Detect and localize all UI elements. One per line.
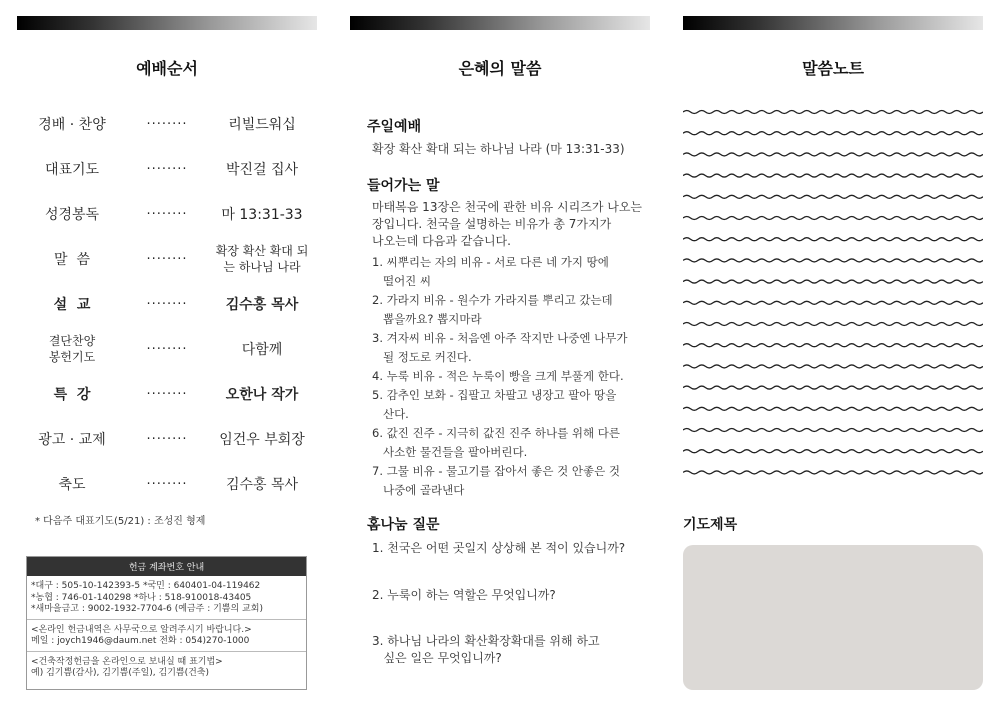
worship-item: 성경봉독	[44, 207, 100, 223]
sermon-title-text: 확장 확산 확대 되는 하나님 나라 (마 13:31-33)	[372, 142, 625, 156]
parable-list	[372, 253, 642, 500]
worship-row	[17, 239, 307, 279]
worship-leader: 임건우 부회장	[219, 432, 305, 448]
parable-line: 3. 겨자씨 비유 - 처음엔 아주 작지만 나중엔 나무가	[372, 331, 628, 345]
parable-line: 7. 그물 비유 - 물고기를 잡아서 좋은 것 안좋은 것	[372, 464, 620, 478]
intro-line: 마태복음 13장은 천국에 관한 비유 시리즈가 나오는	[372, 200, 642, 214]
wavy-line	[683, 407, 983, 410]
parable-line: 떨어진 씨	[372, 274, 432, 288]
wavy-line	[683, 174, 983, 177]
leader-dots: ········	[146, 476, 188, 492]
bank-account-line: *농협 : 746-01-140298 *하나 : 518-910018-43405	[31, 592, 252, 603]
worship-order-title: 예배순서	[136, 59, 198, 78]
gradient-header-bar	[17, 16, 317, 30]
leader-dots: ········	[146, 431, 188, 447]
parable-line: 산다.	[372, 407, 409, 421]
wavy-line	[683, 195, 983, 198]
wavy-line	[683, 132, 983, 135]
building-offering-example: 예) 김기쁨(감사), 김기쁨(주일), 김기쁨(건축)	[31, 668, 209, 678]
wavy-line	[683, 280, 983, 283]
leader-dots: ········	[146, 296, 188, 312]
prayer-requests-box[interactable]	[683, 545, 983, 690]
leader-dots: ········	[146, 251, 188, 267]
question-item: 싶은 일은 무엇입니까?	[372, 651, 502, 665]
wavy-line	[683, 259, 983, 262]
worship-item: 축도	[58, 477, 86, 493]
sermon-notes-title: 말씀노트	[802, 59, 864, 78]
worship-item: 결단찬양 봉헌기도	[48, 334, 96, 364]
parable-line: 4. 누룩 비유 - 적은 누룩이 빵을 크게 부풀게 한다.	[372, 369, 624, 383]
leader-dots: ········	[146, 341, 188, 357]
parable-line: 5. 감추인 보화 - 집팔고 차팔고 냉장고 팔아 땅을	[372, 388, 617, 402]
worship-row	[17, 419, 307, 459]
bank-account-line: *새마을금고 : 9002-1932-7704-6 (예금주 : 기쁨의 교회)	[31, 604, 263, 614]
online-offering-line: <온라인 헌금내역은 사무국으로 알려주시기 바랍니다.>	[31, 624, 252, 635]
sermon-section-title: 은혜의 말씀	[458, 59, 542, 78]
wavy-line	[683, 450, 983, 453]
worship-row	[17, 104, 307, 144]
leader-dots: ········	[146, 386, 188, 402]
worship-item: 특 강	[53, 387, 91, 403]
offering-account-header: 헌금 계좌번호 안내	[27, 557, 306, 576]
wavy-line	[683, 111, 983, 114]
leader-dots: ········	[146, 161, 188, 177]
prayer-requests-title: 기도제목	[683, 517, 738, 533]
leader-dots: ········	[146, 206, 188, 222]
worship-leader: 리빌드워십	[228, 117, 296, 133]
bank-account-list	[27, 576, 306, 619]
bank-account-line: *대구 : 505-10-142393-5 *국민 : 640401-04-119462	[31, 581, 261, 591]
wavy-line	[683, 429, 983, 432]
worship-leader: 마 13:31-33	[221, 207, 303, 223]
worship-row	[17, 329, 307, 369]
worship-item: 대표기도	[44, 162, 100, 178]
worship-row	[17, 374, 307, 414]
parable-line: 6. 값진 진주 - 지극히 값진 진주 하나를 위해 다른	[372, 426, 620, 440]
worship-item: 경배 · 찬양	[38, 117, 106, 133]
wavy-line	[683, 301, 983, 304]
worship-item: 광고 · 교제	[38, 432, 106, 448]
offering-account-box	[26, 556, 307, 690]
wavy-line	[683, 344, 983, 347]
parable-line: 나중에 골라낸다	[372, 483, 465, 497]
worship-row	[17, 194, 307, 234]
worship-item: 말 씀	[54, 252, 90, 268]
sermon-column	[350, 0, 650, 707]
note-wavy-lines	[683, 104, 983, 484]
question-item: 1. 천국은 어떤 곳일지 상상해 본 적이 있습니까?	[372, 541, 626, 555]
wavy-line	[683, 323, 983, 326]
gradient-header-bar	[350, 16, 650, 30]
parable-line: 2. 가라지 비유 - 원수가 가라지를 뿌리고 갔는데	[372, 293, 613, 307]
parable-line: 뽑을까요? 뽑지마라	[372, 312, 482, 326]
parable-line: 1. 씨뿌리는 자의 비유 - 서로 다른 네 가지 땅에	[372, 255, 609, 269]
sermon-title: 확장 확산 확대 되는 하나님 나라	[215, 244, 309, 274]
intro-paragraph	[372, 199, 642, 250]
sermon-notes-column	[683, 0, 983, 707]
wavy-line	[683, 365, 983, 368]
worship-leader: 박진걸 집사	[225, 162, 299, 178]
contact-line: 메일 : joych1946@daum.net 전화 : 054)270-1000	[31, 636, 250, 646]
question-item: 2. 누룩이 하는 역할은 무엇입니까?	[372, 588, 556, 602]
wavy-line	[683, 238, 983, 241]
worship-row	[17, 464, 307, 504]
worship-leader: 김수홍 목사	[225, 297, 299, 313]
worship-leader: 김수홍 목사	[225, 477, 299, 493]
sunday-service-heading: 주일예배	[367, 119, 422, 135]
question-item: 3. 하나님 나라의 확산확장확대를 위해 하고	[372, 634, 600, 648]
online-offering-info	[27, 619, 306, 651]
wavy-line	[683, 217, 983, 220]
gradient-header-bar	[683, 16, 983, 30]
worship-order-column	[17, 0, 317, 707]
next-week-prayer-note: * 다음주 대표기도(5/21) : 조성진 형제	[35, 516, 206, 527]
parable-line: 사소한 물건들을 팔아버린다.	[372, 445, 528, 459]
building-offering-info	[27, 651, 306, 683]
parable-line: 될 정도로 커진다.	[372, 350, 472, 364]
intro-line: 장입니다. 천국을 설명하는 비유가 총 7가지가	[372, 217, 612, 231]
worship-row	[17, 284, 307, 324]
worship-row	[17, 149, 307, 189]
wavy-line	[683, 386, 983, 389]
worship-leader: 다함께	[241, 342, 283, 358]
leader-dots: ········	[146, 116, 188, 132]
building-offering-line: <건축작정헌금을 온라인으로 보내실 때 표기법>	[31, 656, 223, 667]
worship-leader: 오한나 작가	[225, 387, 299, 403]
intro-heading: 들어가는 말	[367, 178, 440, 194]
wavy-line	[683, 471, 983, 474]
home-sharing-heading: 홈나눔 질문	[367, 517, 440, 533]
worship-item: 설 교	[53, 297, 91, 313]
intro-line: 나오는데 다음과 같습니다.	[372, 234, 511, 248]
wavy-line	[683, 153, 983, 156]
